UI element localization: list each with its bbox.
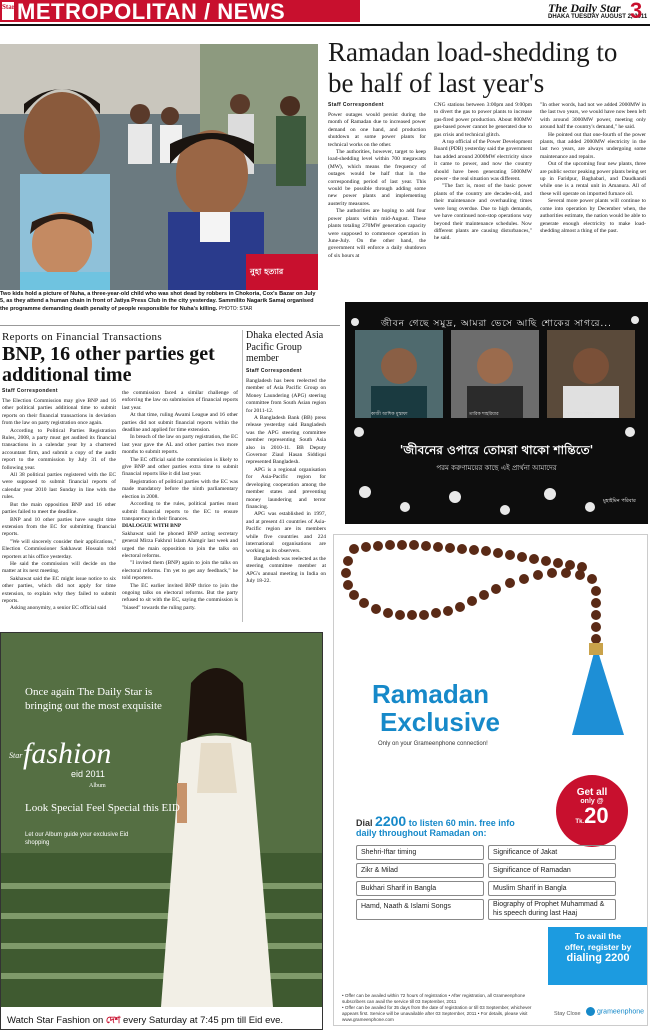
fashion-wordmark: fashion [23, 737, 112, 770]
bnp-paragraph: The EC official said the commission is likely to give BNP and other parties extra time to submit financial reports like it did last year. [122, 456, 238, 478]
lead-paragraph: CNG stations between 3:00pm and 9:00pm to divert the gas to power plants to increase gas-fired power production. About 800MW gas-based power cannot be generated due to gas crisis and technical glitch. [434, 102, 532, 138]
register-box [548, 927, 648, 985]
photo-credit: PHOTO: STAR [218, 305, 253, 312]
service-cell: Biography of Prophet Muhammad & his speech during last Haaj [488, 899, 616, 920]
lead-headline: Ramadan load-shedding to be half of last year's [328, 37, 618, 98]
lead-paragraph: Several more power plants will continue to come into operation by December when, the authorities estimate, the nation would be able to generate enough electricity to make load-shedding almost a thing of the past. [540, 198, 646, 234]
ad-footnote [342, 993, 547, 1023]
fashion-intro: Once again The Daily Star is bringing out the most exquisite [25, 686, 162, 712]
column-divider [242, 330, 243, 622]
badge-line-2: only @ [580, 798, 604, 805]
fashion-tagline: Look Special Feel Special this EID [25, 802, 180, 814]
bnp-column-2 [122, 390, 238, 612]
bnp-byline: Staff Correspondent [2, 388, 58, 394]
section-divider [0, 325, 340, 326]
portrait-1 [355, 330, 443, 418]
bnp-paragraph: The Election Commission may give BNP and 16 other political parties additional time to submit reports on their financial transactions in deviation from the law on party registration once again. [2, 398, 116, 427]
news-photo [0, 44, 318, 290]
portrait-name: তারিক শাহরিয়ার [469, 412, 499, 417]
portrait-3 [547, 330, 635, 418]
dial-suffix: to listen 60 min. free info [408, 818, 515, 828]
fashion-year: eid 2011 [71, 769, 105, 779]
lead-column-2 [434, 102, 532, 243]
lead-paragraph: A top official of the Power Development Board (PDB) yesterday said the government has added around 2000MW electricity since it came to power, and now the country should have been generating 5000MW power - the real situation was different. [434, 139, 532, 183]
lead-paragraph: Power outages would persist during the month of Ramadan due to increased power demand on one hand, and production shutdown at some power plants for technical works on the other. [328, 112, 426, 148]
lead-paragraph: The authorities, however, target to keep load-shedding level within 700 megawatts (MW), which means the frequency of outages would be half that in the corresponding period of last year. This would be possible through adding some new power plants and implementing austerity measures. [328, 149, 426, 207]
portrait-name: মুহাইমিন মাহমুদ [567, 412, 595, 417]
apg-paragraph: Bangladesh has been reelected the member of Asia Pacific Group on Money Laundering (APG) steering committee from South Asian region for 2011-12. [246, 378, 326, 414]
apg-column [246, 378, 326, 585]
service-cell: Significance of Ramadan [488, 863, 616, 878]
daily-line: daily throughout Ramadan on: [356, 828, 487, 838]
section-title: METROPOLITAN / NEWS [17, 0, 286, 24]
bnp-paragraph: At that time, ruling Awami League and 16 other parties did not submit financial reports within the deadline and applied for time extension. [122, 412, 238, 434]
apg-paragraph: Bangladesh was reelected as the steering committee member at APG's annual meeting in India on July 18-22. [246, 555, 326, 584]
page-number: 3 [630, 0, 643, 23]
bnp-column-1 [2, 398, 116, 613]
lead-byline: Staff Correspondent [328, 102, 384, 108]
footnote-1: • Offer can be availed within 72 hours of registration • After registration, all Grameenphone subscribers can avail the service till 03 September, 2011 [342, 993, 526, 1004]
bnp-paragraph: According to the rules, political parties must submit financial reports to the EC to ensure transparency in their finances. [122, 501, 238, 522]
badge-price: 20 [584, 803, 609, 828]
bnp-paragraph: Sakhawat said the EC might issue notice to six other parties, which did not apply for time extension, to explain why they failed to submit reports. [2, 575, 116, 604]
bnp-paragraph: "We will sincerely consider their applications," Election Commissioner Sakhawat Hossain told reporters at his office yesterday. [2, 538, 116, 560]
badge-line-1: Get all [576, 787, 608, 798]
stay-close-tagline: Stay Close [554, 1011, 581, 1017]
avail-line-3: dialing 2200 [566, 952, 630, 964]
watch-line [1, 1007, 323, 1030]
ad-only-on: Only on your Grameenphone connection! [378, 741, 488, 747]
apg-paragraph: A Bangladesh Bank (BB) press release yesterday said Bangladesh was the APG steering committee member representing South Asia also in 2010-11. BB Deputy Governor Ziaul Hasan Siddiqui represented Bangladesh. [246, 415, 326, 466]
channel-logo: দেশ [105, 1015, 121, 1026]
star-logo: Star [2, 2, 14, 20]
photo-caption [0, 291, 318, 313]
protest-photo-illustration [0, 44, 318, 290]
price-badge [556, 775, 628, 847]
services-table [356, 845, 616, 923]
lead-column-3 [540, 102, 646, 235]
portrait-2 [451, 330, 539, 418]
star-logo: Star [9, 751, 23, 760]
watch-prefix: Watch Star Fashion on [7, 1015, 104, 1026]
bnp-paragraph: All 38 political parties registered with the EC were supposed to submit financial reports of calendar year 2010 last Sunday in line with the rules. [2, 472, 116, 501]
lead-paragraph: Out of the upcoming four new plants, three are public sector peaking power plants being set up in Faridpur, Baghabari, and Daudkandi while one is a rental unit in Amanura. All of these will operate on imported furnace oil. [540, 161, 646, 197]
caption-text: Two kids hold a picture of Nuha, a three-year-old child who was shot dead by robbers in Chokoria, Cox's Bazar on July 5, as they attend a human chain in front of Jatiya Press Club in the city yesterday. Sammilito Nagarik Samaj organised the programme demanding death penalty of people responsible for Nuha's killing. [0, 291, 316, 312]
bnp-paragraph: In breach of the law on party registration, the EC last year gave the AL and other parties two more months to submit reports. [122, 434, 238, 456]
fashion-guide: Let our Album guide your exclusive Eid shopping [25, 832, 129, 846]
lead-paragraph: "In other words, had not we added 2000MW in the last two years, we would have now been left with around 3000MW power, meeting only around half the country's demand," he said. [540, 102, 646, 131]
bnp-headline: BNP, 16 other parties get additional time [2, 343, 215, 386]
masthead-rule [0, 24, 650, 26]
services-row [356, 899, 616, 920]
apg-paragraph: APG is a regional organisation for Asia-Pacific region for developing cooperation among the member states and preventing money laundering and terror financing. [246, 466, 326, 510]
lead-column-1 [328, 112, 426, 260]
section-banner [0, 0, 360, 22]
services-row [356, 845, 616, 860]
service-cell: Significance of Jakat [488, 845, 616, 860]
bnp-paragraph: BNP and 10 other parties have sought time extension from the EC for submitting financial reports. [2, 516, 116, 538]
ad-title-exclusive: Exclusive [380, 707, 500, 737]
paper-name: The Daily Star [548, 1, 621, 15]
ad-title-ramadan: Ramadan [372, 679, 490, 709]
dateline: DHAKA TUESDAY AUGUST 2, 2011 [548, 14, 648, 20]
condolence-top-line: জীবন গেছে সমুদ্র, আমরা ভেসে আছি শোকের সাগরে... [381, 319, 612, 329]
telenor-icon [586, 1007, 595, 1016]
portrait-name: কাজী আশিক মুস্তাফা [371, 412, 408, 417]
avail-line-1: To avail the [574, 931, 622, 941]
service-cell: Hamd, Naath & Islami Songs [356, 899, 484, 920]
ramadan-exclusive-ad [333, 534, 648, 1026]
service-cell: Shehri-Iftar timing [356, 845, 484, 860]
services-row [356, 881, 616, 896]
watch-suffix: every Saturday at 7:45 pm till Eid eve. [123, 1015, 284, 1026]
dial-line [356, 813, 515, 829]
star-fashion-ad [0, 632, 323, 1030]
avail-line-2: offer, register by [564, 942, 632, 952]
bnp-paragraph: the commission faced a similar challenge of enforcing the law on submission of financial reports last year. [122, 390, 238, 411]
services-row [356, 863, 616, 878]
placard-text: নুহা হত্যার [250, 267, 284, 276]
bnp-paragraph: But the main opposition BNP and 16 other parties failed to meet the deadline. [2, 501, 116, 516]
fashion-album: Album [89, 783, 106, 789]
masthead [0, 0, 650, 26]
apg-paragraph: APG was established in 1997, and at present 41 countries of Asia-Pacific region are its members while five countries and 224 international organisations are working as its observers. [246, 511, 326, 555]
bnp-paragraph: "I invited them (BNP) again to join the talks on electoral reforms. I'm yet to get any feedback," he told reporters. [122, 560, 238, 582]
dial-prefix: Dial [356, 818, 373, 828]
grameenphone-logo [586, 1007, 644, 1016]
logo-text: grameenphone [596, 1008, 645, 1016]
bnp-paragraph: He said the commission will decide on the matter at its next meeting. [2, 560, 116, 575]
condolence-ad [345, 302, 648, 524]
service-cell: Muslim Sharif in Bangla [488, 881, 616, 896]
family-logo: মুহাইমিন পরিবার [603, 498, 636, 504]
lead-paragraph: The authorities are hoping to add four power plants within mid-August. These plants totaling 270MW generation capacity were supposed to commence operation in June-July. On the other hand, the government will enforce a daily shutdown of six hours at [328, 208, 426, 259]
bnp-subhead: DIALOGUE WITH BNP [122, 523, 182, 530]
condolence-quote: 'জীবনের ওপারে তোমরা থাকো শান্তিতে' [399, 443, 594, 457]
bnp-paragraph: Sakhawat said he phoned BNP acting secretary general Mirza Fakhrul Islam Alamgir last week and urged the main opposition to join the talks on electoral reforms. [122, 530, 238, 559]
condolence-subline: পরম করুণাময়ের কাছে এই প্রার্থনা আমাদের [436, 464, 557, 472]
bnp-paragraph: Asking anonymity, a senior EC official said [10, 605, 107, 612]
footnote-2: • Offer can be availed for 35 days from the date of registration or till 03 September, whichever appears first. Service will be unavailable after 03 September, 2011 • For details, please visit www.grameenphone.com [342, 1005, 532, 1022]
badge-currency: Tk. [575, 819, 585, 825]
service-cell: Bukhari Sharif in Bangla [356, 881, 484, 896]
bnp-paragraph: The EC earlier invited BNP thrice to join the ongoing talks on electoral reforms. But the party refused to sit with the EC, saying the commission is "biased" towards the ruling party. [122, 582, 238, 611]
dial-number: 2200 [375, 813, 407, 829]
apg-byline: Staff Correspondent [246, 368, 302, 374]
service-cell: Zikr & Milad [356, 863, 484, 878]
apg-headline: Dhaka elected Asia Pacific Group member [246, 330, 324, 364]
lead-paragraph: "The fact is, most of the basic power plants of the country are decades-old, and their maintenance and overhauling times were long overdue. Due to high demands, we have continued non-stop operations way beyond their maintenance schedules. Now different plants are causing disturbances," he said. [434, 183, 532, 242]
lead-paragraph: He pointed out that one-fourth of the power plants, that added 2000MW electricity in the last two years, are always undergoing some maintenance and repairs. [540, 131, 646, 160]
bnp-paragraph: According to Political Parties Registration Rules, 2008, a party must get audited its financial transactions in a calendar year by a chartered accountant firm, and submit a copy of the audit report to the commission by July 31 of the following year. [2, 427, 116, 471]
bnp-kicker: Reports on Financial Transactions [2, 331, 162, 343]
bnp-paragraph: Registration of political parties with the EC was made mandatory before the ninth parliamentary election in 2008. [122, 478, 238, 500]
